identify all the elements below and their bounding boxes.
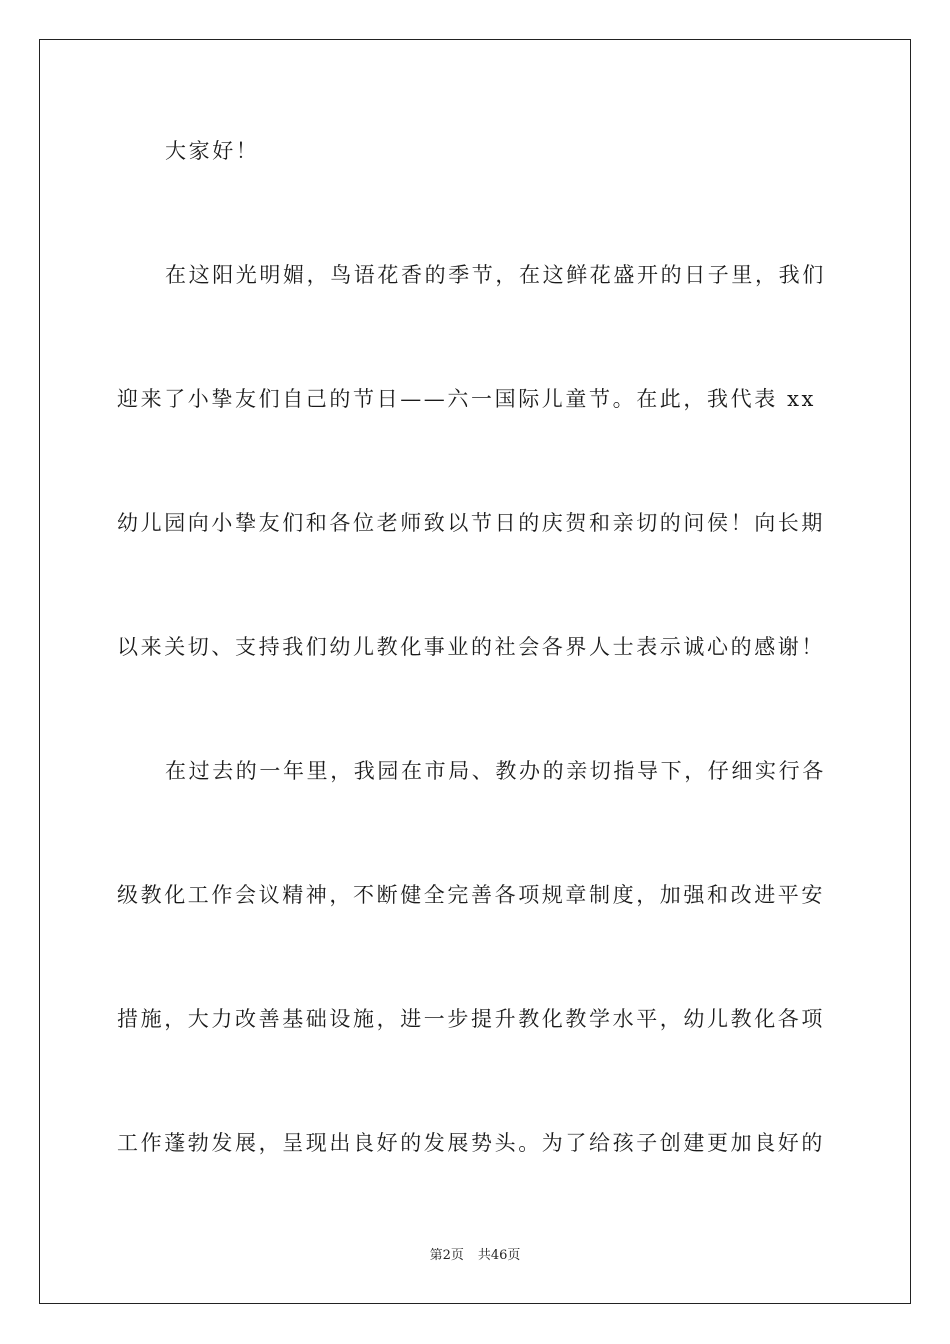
- paragraph-1-line-4: 以来关切、支持我们幼儿教化事业的社会各界人士表示诚心的感谢！: [117, 635, 825, 659]
- paragraph-2-line-1: 在过去的一年里，我园在市局、教办的亲切指导下，仔细实行各: [165, 759, 826, 783]
- greeting-line: 大家好！: [165, 139, 260, 163]
- paragraph-1-line-2: 迎来了小挚友们自己的节日——六一国际儿童节。在此，我代表 xx: [117, 387, 816, 411]
- paragraph-2-line-4: 工作蓬勃发展，呈现出良好的发展势头。为了给孩子创建更加良好的: [117, 1131, 825, 1155]
- page-number: 第2页: [429, 1248, 464, 1263]
- paragraph-2-line-2: 级教化工作会议精神，不断健全完善各项规章制度，加强和改进平安: [117, 883, 825, 907]
- paragraph-2-line-3: 措施，大力改善基础设施，进一步提升教化教学水平，幼儿教化各项: [117, 1007, 825, 1031]
- paragraph-1-line-3: 幼儿园向小挚友们和各位老师致以节日的庆贺和亲切的问侯！向长期: [117, 511, 825, 535]
- total-pages: 共46页: [477, 1248, 521, 1263]
- page-frame: [39, 39, 911, 1304]
- paragraph-1-line-1: 在这阳光明媚，鸟语花香的季节，在这鲜花盛开的日子里，我们: [165, 263, 826, 287]
- page-footer: [0, 1247, 950, 1265]
